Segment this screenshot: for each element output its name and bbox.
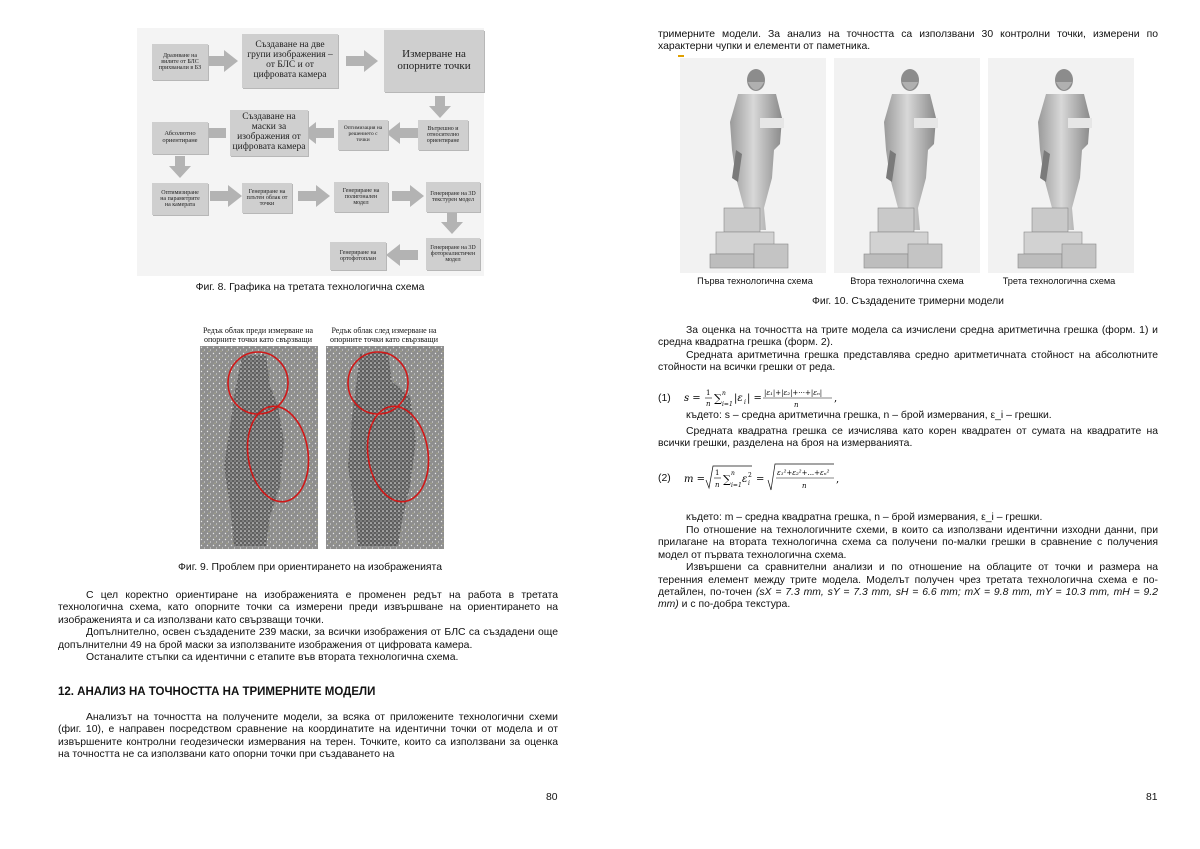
flow-step-box: Създаване на две групи изображения – от БЛС и от цифровата камера [242, 34, 338, 88]
svg-text:s =: s = [684, 393, 701, 404]
body-text-block [658, 29, 1158, 54]
figure-caption: Фиг. 9. Проблем при ориентирането на изображенията [178, 562, 442, 573]
model-labels-row [680, 276, 1134, 286]
figure-caption: Фиг. 8. Графика на третата технологична схема [195, 282, 425, 293]
flow-arrow-right [210, 185, 242, 207]
svg-text:,: , [836, 474, 840, 485]
flow-step-box: Генериране на плътен облак от точки [242, 183, 292, 213]
formula-root-mean-square-error [684, 460, 884, 498]
svg-text:|ε: |ε [734, 393, 743, 404]
svg-text:n: n [794, 401, 799, 409]
flow-arrow-right [206, 50, 238, 72]
figure-label: Редък облак след измерване на опорните точки като свързващи [330, 326, 438, 344]
flow-arrow-left [386, 244, 418, 266]
svg-text:ε₁²+ε₂²+...+εₙ²: ε₁²+ε₂²+...+εₙ² [777, 469, 830, 477]
svg-text:i: i [748, 480, 750, 487]
accuracy-values: (sX = 7.3 mm, sY = 7.3 mm, sH = 6.6 mm; mX = 9.8 mm, mY = 10.3 mm, mH = 9.2 mm) [658, 587, 1158, 611]
flow-step-box: Абсолютно ориентиране [152, 122, 208, 154]
point-cloud-image-after [326, 346, 444, 549]
statue-models-figure [680, 58, 1134, 273]
body-text-block [658, 525, 1158, 612]
svg-text:n: n [715, 481, 720, 489]
svg-text:i=1: i=1 [722, 401, 733, 408]
right-page [600, 0, 1200, 849]
flow-arrow-down [429, 96, 451, 118]
paragraph-text: Извършени са сравнителни анализи и по отношение на облаците от точки и размера на теренния елемент между трите модела. Моделът получен чрез третата технологична схема е по-детайлен, по-точен [658, 562, 1158, 599]
flow-step-box: Генериране на 3D фотореалистичен модел [426, 238, 480, 270]
svg-text:1: 1 [706, 389, 711, 397]
svg-text:2: 2 [748, 472, 752, 479]
flow-step-box: Оптимизация на решението с точки [338, 120, 388, 150]
formula-number: (2) [658, 473, 671, 484]
body-text-block [658, 325, 1158, 375]
svg-text:| =: | = [747, 393, 762, 404]
formula-legend: където: s – средна аритметична грешка, n – брой измервания, ε_i – грешки. [686, 410, 1052, 421]
svg-text:∑: ∑ [714, 392, 722, 405]
flow-step-box: Създаване на маски за изображения от цифровата камера [230, 110, 308, 156]
formula-arithmetic-mean-error [684, 382, 884, 412]
flow-step-box: Измерване на опорните точки [384, 30, 484, 92]
flow-step-box: Вътрешно и относително ориентиране [418, 120, 468, 150]
svg-text:i: i [744, 399, 746, 406]
flow-arrow-right [346, 50, 378, 72]
page-number: 81 [1146, 792, 1158, 803]
paragraph: Останалите стъпки са идентични с етапите във втората технологична схема. [86, 652, 459, 664]
paragraph: Средната аритметична грешка представлява средно аритметичната стойност на абсолютните стойности на всички грешки от реда. [658, 349, 1158, 374]
point-cloud-image-before [200, 346, 318, 549]
flow-step-box: Оптимизиране на параметрите на камерата [152, 183, 208, 215]
formula-number: (1) [658, 393, 671, 404]
body-text-block [658, 426, 1158, 451]
flow-arrow-down [169, 156, 191, 178]
flow-step-box: Генериране на ортофотоплан [330, 242, 386, 270]
svg-text:i=1: i=1 [731, 482, 742, 489]
model-label: Втора технологична схема [850, 276, 964, 286]
page-number: 80 [546, 792, 558, 803]
flow-step-box: Генериране на 3D текстурен модел [426, 182, 480, 212]
figure-caption: Фиг. 10. Създадените тримерни модели [812, 296, 1004, 307]
paragraph: За оценка на точността на трите модела са изчислени средна аритметична грешка (форм. 1) и средна квадратна грешка (форм. 2). [658, 325, 1158, 349]
svg-text:n: n [731, 470, 735, 477]
body-text-block [58, 590, 558, 664]
flow-arrow-left [386, 122, 418, 144]
section-heading: 12. АНАЛИЗ НА ТОЧНОСТТА НА ТРИМЕРНИТЕ МОДЕЛИ [58, 686, 376, 698]
svg-text:n: n [706, 400, 711, 408]
svg-text:n: n [722, 390, 726, 397]
svg-text:ε: ε [742, 474, 748, 485]
flow-step-box: Генериране на полигонален модел [334, 182, 388, 212]
model-label: Първа технологична схема [697, 276, 813, 286]
svg-text:m =: m = [684, 474, 706, 485]
paragraph: С цел коректно ориентиране на изображенията е променен редът на работа в третата технологична схема, като опорните точки са измерени преди извършване на ориентирането на изображенията и са използвани като свързващи точки. [58, 590, 558, 626]
flow-arrow-down [441, 212, 463, 234]
formula-legend: където: m – средна квадратна грешка, n – брой измервания, ε_i – грешки. [686, 512, 1043, 523]
flow-arrow-right [298, 185, 330, 207]
flow-step-box: Дразнване на вилите от БЛС прихванали в БЗ [152, 44, 208, 80]
paragraph: Допълнително, освен създадените 239 маски, за всички изображения от БЛС са създадени още допълнителни 49 на брой маски за използваните изображения от цифровата камера. [58, 627, 558, 651]
svg-text:∑: ∑ [723, 473, 731, 486]
model-label: Трета технологична схема [1002, 276, 1116, 286]
paragraph: По отношение на технологичните схеми, в които са използвани идентични изходни данни, при прилагане на втората технологична схема са получени по-малки грешки в сравнение с получения модел от първата технологична схема. [658, 525, 1158, 561]
paragraph [658, 562, 1158, 612]
svg-text:,: , [834, 393, 838, 404]
svg-text:n: n [802, 482, 807, 490]
svg-text:1: 1 [715, 469, 720, 477]
paragraph: тримерните модели. За анализ на точността са използвани 30 контролни точки, измерени по характерни чупки и елементи от паметника. [658, 29, 1158, 53]
figure-label: Редък облак преди измерване на опорните точки като свързващи [202, 326, 314, 344]
svg-text:|ε₁|+|ε₂|+···+|εₙ|: |ε₁|+|ε₂|+···+|εₙ| [764, 389, 823, 397]
paragraph-text: и с по-добра текстура. [678, 599, 791, 611]
body-text-block [58, 712, 558, 762]
flow-arrow-right [392, 185, 424, 207]
paragraph: Анализът на точността на получените модели, за всяка от приложените технологични схеми (фиг. 10), е направен посредством сравнение на координатите на идентични точки от модела и от извършените контролни геодезически измервания на терен. Точките, които са използвани за оценка на точността не са използвани като опорни точки при създаването на [58, 712, 558, 761]
marker-tick [678, 55, 684, 57]
svg-text:=: = [756, 474, 765, 485]
paragraph: Средната квадратна грешка се изчислява като корен квадратен от сумата на квадратите на всички грешки, разделена на броя на измерванията. [658, 426, 1158, 450]
